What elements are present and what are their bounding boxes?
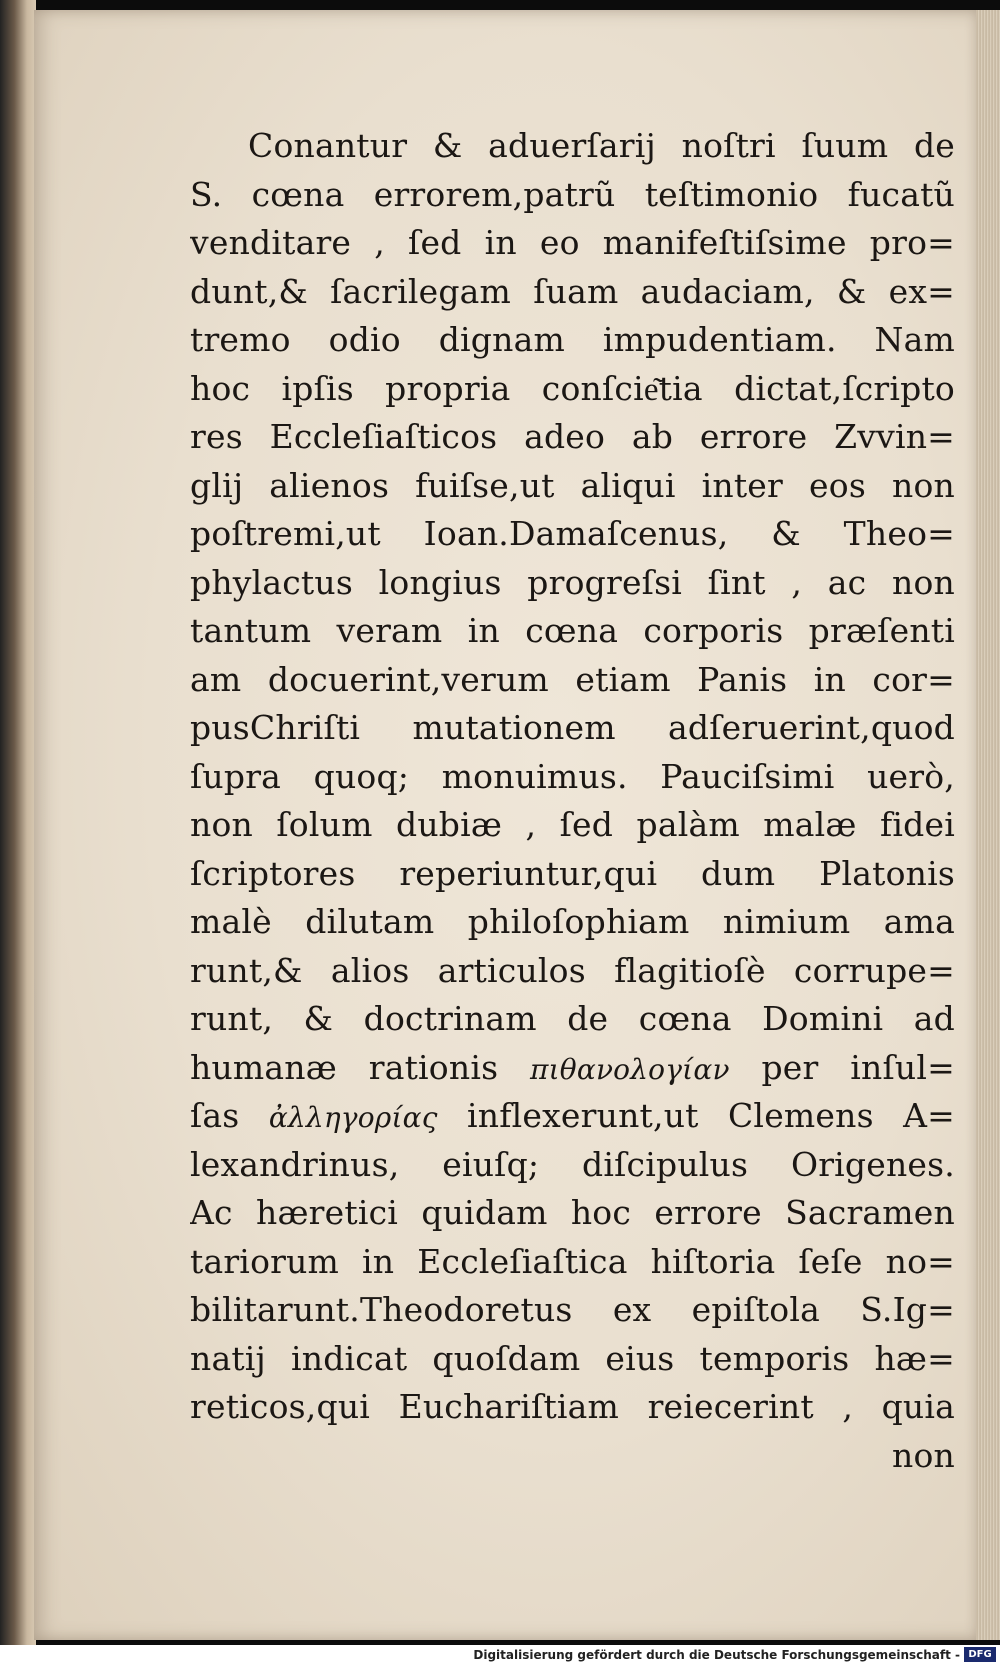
text-line: pusChriſti mutationem adſeruerint,quod bbox=[190, 708, 955, 747]
greek-word: πιθανολογίαν bbox=[530, 1052, 730, 1086]
text-line: Conantur & aduerſarij noſtri ſuum de bbox=[248, 126, 955, 165]
text-fragment: ſas bbox=[190, 1096, 240, 1135]
text-line: hoc ipſis propria conſcie͂tia dictat,ſcripto bbox=[190, 368, 955, 408]
text-line: ſupra quoq; monuimus. Pauciſsimi uerò, bbox=[190, 756, 955, 796]
book-spine bbox=[0, 0, 36, 1665]
text-line: poſtremi,ut Ioan.Damaſcenus, & Theo= bbox=[190, 514, 955, 553]
text-line: venditare , ſed in eo manifeſtiſsime pro= bbox=[190, 223, 955, 262]
text-line: am docuerint,verum etiam Panis in cor= bbox=[190, 659, 955, 699]
text-line: tariorum in Eccleſiaſtica hiſtoria ſeſe no= bbox=[190, 1241, 955, 1281]
greek-word: ἀλληγορίας bbox=[268, 1101, 438, 1134]
text-line-with-greek bbox=[190, 1092, 955, 1141]
text-fragment: humanæ rationis bbox=[190, 1047, 499, 1087]
text-line: bilitarunt.Theodoretus ex epiſtola S.Ig= bbox=[190, 1290, 955, 1329]
funding-credit: Digitalisierung gefördert durch die Deutsche Forschungsgemeinschaft - bbox=[473, 1648, 960, 1662]
text-line: res Eccleſiaſticos adeo ab errore Zvvin= bbox=[190, 417, 955, 456]
text-line-with-greek bbox=[190, 1044, 955, 1093]
text-line: runt,& alios articulos flagitioſè corrupe= bbox=[190, 950, 955, 990]
text-line: tantum veram in cœna corporis præſenti bbox=[190, 611, 955, 650]
page-edge bbox=[976, 10, 1000, 1640]
text-line: S. cœna errorem,patrũ teſtimonio fucatũ bbox=[190, 174, 955, 214]
text-line: glij alienos fuiſse,ut aliqui inter eos non bbox=[190, 465, 955, 505]
text-line: dunt,& ſacrilegam ſuam audaciam, & ex= bbox=[190, 271, 955, 311]
text-line: non ſolum dubiæ , ſed palàm malæ fidei bbox=[190, 805, 955, 844]
text-line: lexandrinus, eiuſq; diſcipulus Origenes. bbox=[190, 1144, 955, 1184]
text-line: natij indicat quoſdam eius temporis hæ= bbox=[190, 1338, 955, 1378]
text-line: malè dilutam philoſophiam nimium ama bbox=[190, 902, 955, 941]
catchword: non bbox=[892, 1435, 955, 1475]
dfg-logo-icon: DFG bbox=[964, 1647, 996, 1662]
text-line: reticos,qui Euchariſtiam reiecerint , quia bbox=[190, 1387, 955, 1426]
text-line: tremo odio dignam impudentiam. Nam bbox=[190, 320, 955, 359]
text-line: phylactus longius progreſsi ſint , ac non bbox=[190, 562, 955, 602]
text-line: ſcriptores reperiuntur,qui dum Platonis bbox=[190, 853, 955, 893]
text-fragment: per inſul= bbox=[761, 1047, 955, 1087]
page-text-block bbox=[190, 122, 955, 1480]
text-line: runt, & doctrinam de cœna Domini ad bbox=[190, 999, 955, 1038]
text-line: Ac hæretici quidam hoc errore Sacramen bbox=[190, 1193, 955, 1232]
text-fragment: inflexerunt,ut Clemens A= bbox=[467, 1096, 955, 1135]
